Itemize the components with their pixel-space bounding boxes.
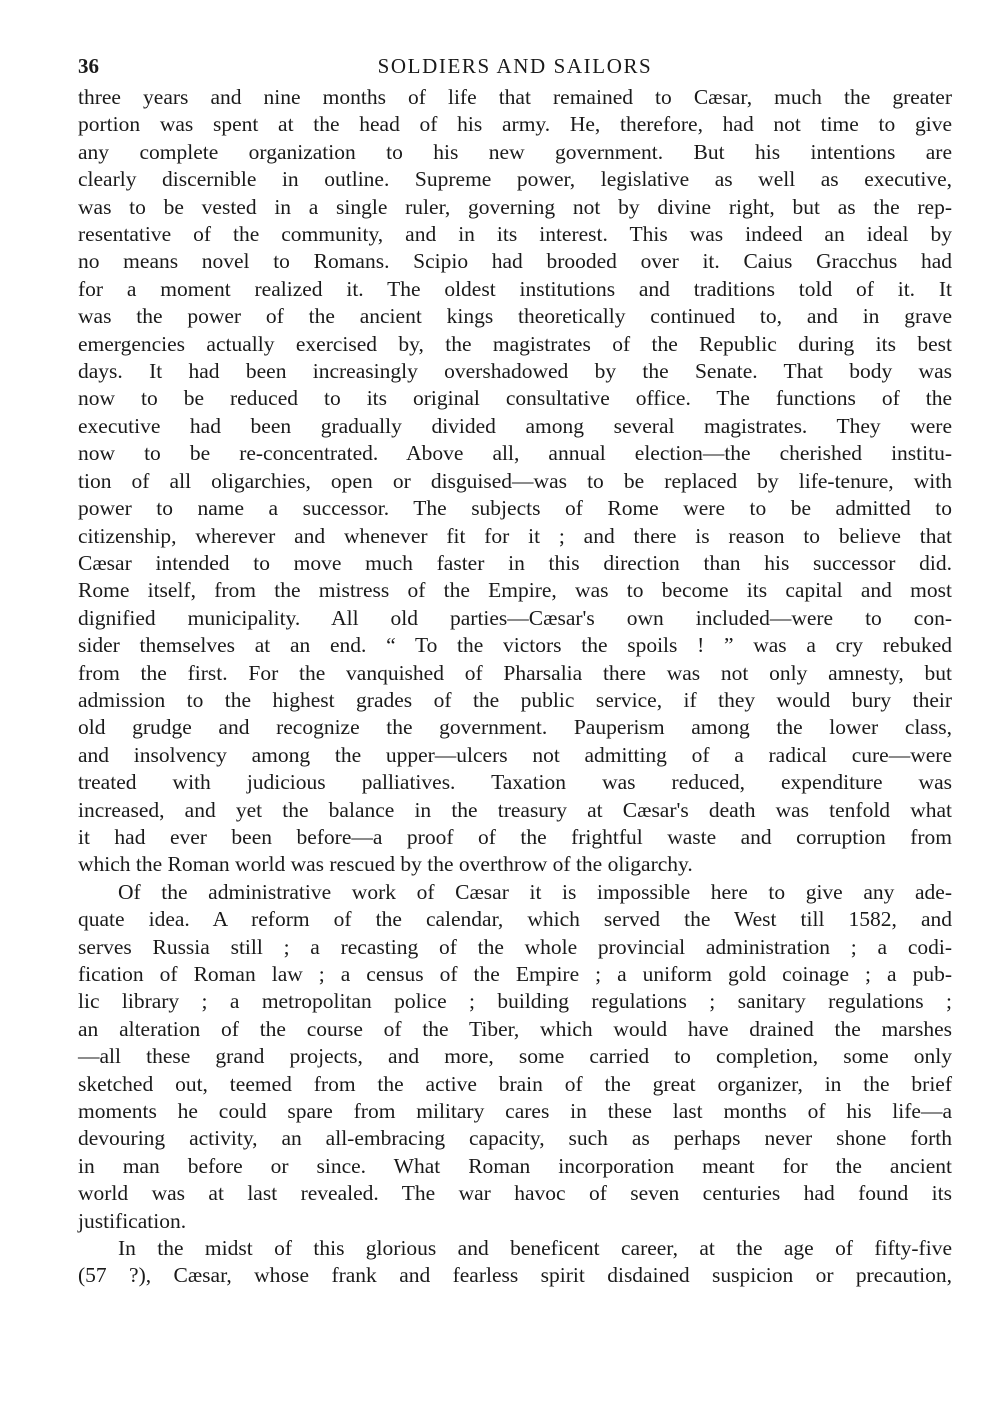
text-line: was to be vested in a single ruler, governing not by divine right, but as the rep- bbox=[78, 194, 952, 219]
book-page bbox=[78, 50, 952, 1290]
text-line: devouring activity, an all-embracing capacity, such as perhaps never shone forth bbox=[78, 1126, 952, 1151]
text-line: now to be re-concentrated. Above all, annual election—the cherished institu- bbox=[78, 441, 952, 466]
text-line: moments he could spare from military cares in these last months of his life—a bbox=[78, 1099, 952, 1124]
text-line: it had ever been before—a proof of the frightful waste and corruption from bbox=[78, 824, 952, 849]
text-line: portion was spent at the head of his army. He, therefore, had not time to give bbox=[78, 112, 952, 137]
text-line: clearly discernible in outline. Supreme power, legislative as well as executive, bbox=[78, 167, 952, 192]
text-line: Rome itself, from the mistress of the Empire, was to become its capital and most bbox=[78, 578, 952, 603]
text-line: world was at last revealed. The war havoc of seven centuries had found its bbox=[78, 1181, 952, 1206]
text-line: admission to the highest grades of the public service, if they would bury their bbox=[78, 687, 952, 712]
page-number: 36 bbox=[78, 54, 99, 78]
running-head bbox=[78, 50, 952, 84]
text-line: Cæsar intended to move much faster in this direction than his successor did. bbox=[78, 550, 952, 575]
text-line: sketched out, teemed from the active brain of the great organizer, in the brief bbox=[78, 1071, 952, 1096]
text-line: increased, and yet the balance in the treasury at Cæsar's death was tenfold what bbox=[78, 797, 952, 822]
text-line: sider themselves at an end. “ To the victors the spoils ! ” was a cry rebuked bbox=[78, 633, 952, 658]
text-line: and insolvency among the upper—ulcers not admitting of a radical cure—were bbox=[78, 742, 952, 767]
text-line: serves Russia still ; a recasting of the whole provincial administration ; a codi- bbox=[78, 934, 952, 959]
text-line: now to be reduced to its original consultative office. The functions of the bbox=[78, 386, 952, 411]
text-line: days. It had been increasingly overshadowed by the Senate. That body was bbox=[78, 359, 952, 384]
text-line: tion of all oligarchies, open or disguised—was to be replaced by life-tenure, with bbox=[78, 468, 952, 493]
running-title: SOLDIERS AND SAILORS bbox=[377, 54, 653, 78]
text-line: three years and nine months of life that remained to Cæsar, much the greater bbox=[78, 85, 952, 109]
text-line: executive had been gradually divided among several magistrates. They were bbox=[78, 413, 952, 438]
text-line: citizenship, wherever and whenever fit for it ; and there is reason to believe that bbox=[78, 523, 952, 548]
text-line: In the midst of this glorious and beneficent career, at the age of fifty-five bbox=[118, 1236, 952, 1261]
text-line: for a moment realized it. The oldest institutions and traditions told of it. It bbox=[78, 276, 952, 301]
text-line: was the power of the ancient kings theoretically continued to, and in grave bbox=[78, 304, 952, 329]
text-line: lic library ; a metropolitan police ; building regulations ; sanitary regulations ; bbox=[78, 989, 952, 1014]
text-line: which the Roman world was rescued by the overthrow of the oligarchy. bbox=[78, 852, 693, 877]
text-line: an alteration of the course of the Tiber, which would have drained the marshes bbox=[78, 1016, 952, 1041]
text-line: —all these grand projects, and more, some carried to completion, some only bbox=[78, 1044, 952, 1069]
text-line: quate idea. A reform of the calendar, which served the West till 1582, and bbox=[78, 907, 952, 932]
text-line: justification. bbox=[78, 1208, 187, 1233]
text-line: old grudge and recognize the government. Pauperism among the lower class, bbox=[78, 715, 952, 740]
paragraph bbox=[78, 1235, 952, 1290]
text-line: (57 ?), Cæsar, whose frank and fearless spirit disdained suspicion or precaution, bbox=[78, 1263, 952, 1288]
text-line: any complete organization to his new government. But his intentions are bbox=[78, 139, 952, 164]
text-line: power to name a successor. The subjects of Rome were to be admitted to bbox=[78, 496, 952, 521]
body-text bbox=[78, 84, 952, 1290]
text-line: fication of Roman law ; a census of the Empire ; a uniform gold coinage ; a pub- bbox=[78, 962, 952, 986]
text-line: resentative of the community, and in its interest. This was indeed an ideal by bbox=[78, 222, 952, 247]
text-line: Of the administrative work of Cæsar it is impossible here to give any ade- bbox=[118, 879, 952, 904]
text-line: dignified municipality. All old parties—Cæsar's own included—were to con- bbox=[78, 605, 952, 630]
text-line: no means novel to Romans. Scipio had brooded over it. Caius Gracchus had bbox=[78, 249, 952, 274]
text-line: in man before or since. What Roman incorporation meant for the ancient bbox=[78, 1153, 952, 1178]
paragraph bbox=[78, 84, 952, 879]
text-line: treated with judicious palliatives. Taxation was reduced, expenditure was bbox=[78, 770, 952, 795]
text-line: emergencies actually exercised by, the magistrates of the Republic during its best bbox=[78, 331, 952, 356]
paragraph bbox=[78, 879, 952, 1235]
text-line: from the first. For the vanquished of Pharsalia there was not only amnesty, but bbox=[78, 660, 952, 685]
